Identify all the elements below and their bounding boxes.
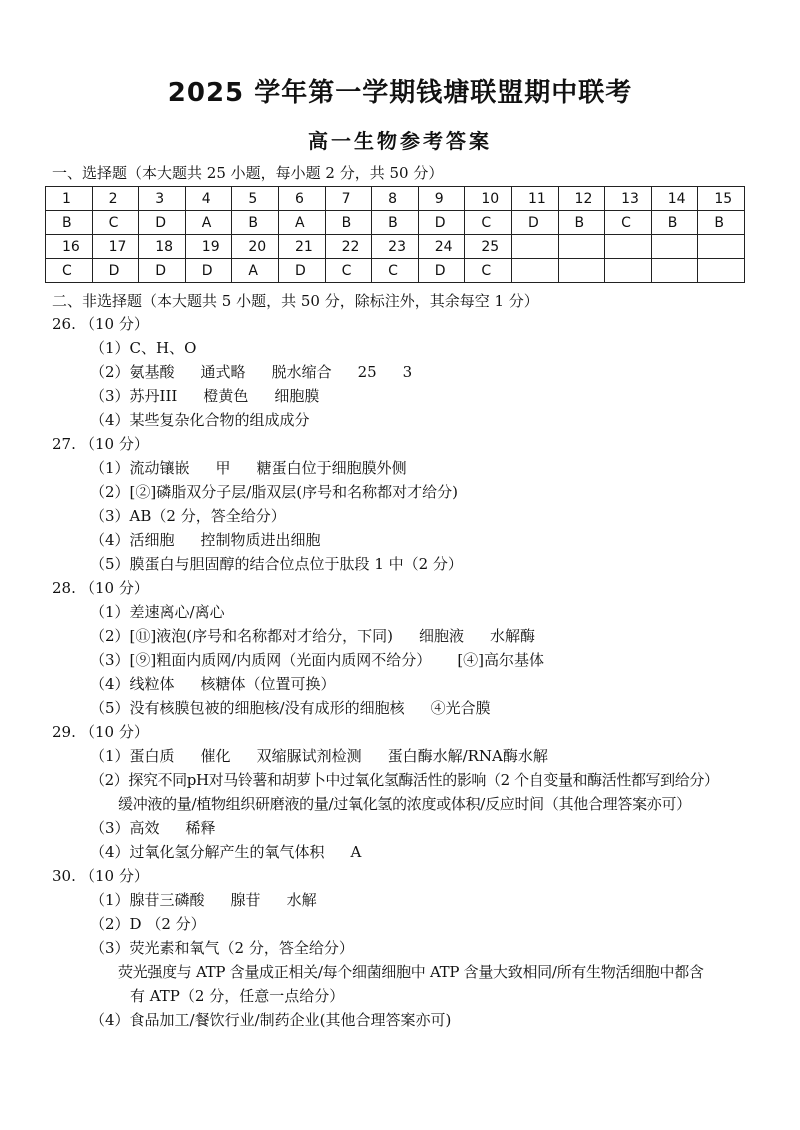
table-cell: A [278,211,325,235]
table-cell [651,235,698,259]
question-score: （10 分） [80,315,149,333]
answer-segment: （4）食品加工/餐饮行业/制药企业(其他合理答案亦可) [90,1011,452,1029]
table-cell: 23 [372,235,419,259]
table-row-answers-2 [46,259,745,283]
table-cell: B [651,211,698,235]
answer-segment: 缓冲液的量/植物组织研磨液的量/过氧化氢的浓度或体积/反应时间（其他合理答案亦可） [118,795,691,813]
table-cell: D [418,211,465,235]
table-cell: D [185,259,232,283]
answer-segment: （3）荧光素和氧气（2 分，答全给分） [90,939,354,957]
table-cell: 10 [465,187,512,211]
table-cell: 21 [278,235,325,259]
answer-segment: （1）蛋白质 [90,747,175,765]
answer-segment: 腺苷 [230,891,261,909]
table-row-numbers-1 [46,187,745,211]
table-cell: C [465,259,512,283]
answer-segment: 细胞膜 [274,387,320,405]
answer-line [52,768,772,792]
answer-segment: 水解 [286,891,317,909]
answer-segment: 通式略 [200,363,246,381]
table-cell: 22 [325,235,372,259]
answer-segment: 水解酶 [489,627,535,645]
table-cell: 15 [698,187,745,211]
table-cell [698,259,745,283]
page-subtitle: 高一生物参考答案 [308,129,492,153]
table-cell [605,235,652,259]
question-number: 28. [52,579,76,597]
table-cell: 25 [465,235,512,259]
answer-segment: （2）氨基酸 [90,363,175,381]
answer-segment: （3）AB（2 分，答全给分） [90,507,286,525]
answer-segment: 催化 [200,747,231,765]
table-cell: 3 [139,187,186,211]
answer-segment: （4）某些复杂化合物的组成成分 [90,411,310,429]
answer-segment: 糖蛋白位于细胞膜外侧 [256,459,407,477]
table-cell: 6 [278,187,325,211]
answer-segment: （2）[②]磷脂双分子层/脂双层(序号和名称都对才给分) [90,483,459,501]
table-row-answers-1 [46,211,745,235]
answer-segment: [④]高尔基体 [457,651,545,669]
page-title: 2025 学年第一学期钱塘联盟期中联考 [167,78,633,108]
answer-segment: （1）差速离心/离心 [90,603,225,621]
table-cell: 24 [418,235,465,259]
answer-segment: 25 [357,363,377,381]
answer-segment: 荧光强度与 ATP 含量成正相关/每个细菌细胞中 ATP 含量大致相同/所有生物活细胞中都含 [118,963,704,981]
answer-line [52,456,772,480]
table-cell: D [418,259,465,283]
section2-heading: 二、非选择题（本大题共 5 小题，共 50 分，除标注外，其余每空 1 分） [52,292,539,310]
table-cell: 5 [232,187,279,211]
answer-line [52,1008,772,1032]
answer-line [52,936,772,960]
answer-segment: （4）线粒体 [90,675,175,693]
answer-line [52,912,772,936]
table-cell: D [139,211,186,235]
answer-segment: （2）[⑪]液泡(序号和名称都对才给分，下同) [90,627,393,645]
answer-line [52,840,772,864]
answer-segment: 橙黄色 [203,387,249,405]
table-cell: 18 [139,235,186,259]
answer-segment: 细胞液 [418,627,464,645]
table-cell [511,259,558,283]
question-number: 26. [52,315,76,333]
table-cell [558,259,605,283]
table-cell: B [558,211,605,235]
table-cell: 7 [325,187,372,211]
table-cell: 4 [185,187,232,211]
table-cell: D [278,259,325,283]
answer-line [52,384,772,408]
answer-table [45,186,745,283]
answer-segment: （1）流动镶嵌 [90,459,190,477]
table-cell: B [325,211,372,235]
table-cell: 11 [511,187,558,211]
question-score: （10 分） [80,867,149,885]
table-cell: 13 [605,187,652,211]
answer-segment: 甲 [215,459,231,477]
question-score: （10 分） [80,723,149,741]
table-row-numbers-2 [46,235,745,259]
table-cell: C [92,211,139,235]
table-cell: 1 [46,187,93,211]
answer-segment: A [350,843,362,861]
question-number: 29. [52,723,76,741]
answer-segment: （1）C、H、O [90,339,197,357]
answer-segment: （3）苏丹III [90,387,178,405]
answer-line [52,816,772,840]
answer-line [52,336,772,360]
table-cell: C [46,259,93,283]
question-number: 27. [52,435,76,453]
answer-line [52,792,772,816]
answer-line [52,552,772,576]
question-header [52,432,772,456]
table-cell: A [185,211,232,235]
answer-segment: 3 [402,363,413,381]
table-cell: B [232,211,279,235]
answer-segment: 蛋白酶水解/RNA酶水解 [387,747,548,765]
table-cell [511,235,558,259]
answer-segment: （4）活细胞 [90,531,175,549]
answer-segment: （5）膜蛋白与胆固醇的结合位点位于肽段 1 中（2 分） [90,555,463,573]
answer-line [52,960,772,984]
answer-segment: 双缩脲试剂检测 [256,747,362,765]
answer-line [52,600,772,624]
table-cell: 16 [46,235,93,259]
table-cell: D [92,259,139,283]
answer-line [52,648,772,672]
table-cell [651,259,698,283]
answer-segment: （4）过氧化氢分解产生的氧气体积 [90,843,325,861]
question-26 [52,312,772,432]
question-28 [52,576,772,720]
table-cell: 9 [418,187,465,211]
question-header [52,576,772,600]
table-cell: D [511,211,558,235]
answer-line [52,360,772,384]
table-cell: C [372,259,419,283]
question-header [52,312,772,336]
table-cell: 17 [92,235,139,259]
answer-segment: （1）腺苷三磷酸 [90,891,205,909]
answer-line [52,984,772,1008]
table-cell: A [232,259,279,283]
table-cell: C [465,211,512,235]
table-cell [698,235,745,259]
answer-segment: （2）D （2 分） [90,915,206,933]
section1-heading: 一、选择题（本大题共 25 小题，每小题 2 分，共 50 分） [52,164,444,182]
question-30 [52,864,772,1032]
question-27 [52,432,772,576]
question-header [52,720,772,744]
answer-line [52,624,772,648]
table-cell: 2 [92,187,139,211]
table-cell: C [605,211,652,235]
table-cell: C [325,259,372,283]
table-cell: B [46,211,93,235]
answer-segment: （2）探究不同pH对马铃薯和胡萝卜中过氧化氢酶活性的影响（2 个自变量和酶活性都写到给分） [90,771,719,789]
answer-line [52,696,772,720]
table-cell: 12 [558,187,605,211]
table-cell: B [698,211,745,235]
answer-segment: 稀释 [185,819,216,837]
question-29 [52,720,772,864]
answer-segment: ④光合膜 [430,699,491,717]
table-cell: 8 [372,187,419,211]
answer-line [52,408,772,432]
table-cell: 20 [232,235,279,259]
table-cell: 19 [185,235,232,259]
question-number: 30. [52,867,76,885]
answer-segment: （3）高效 [90,819,160,837]
answer-segment: 有 ATP（2 分，任意一点给分） [130,987,345,1005]
answer-segment: （3）[⑨]粗面内质网/内质网（光面内质网不给分） [90,651,432,669]
table-cell: 14 [651,187,698,211]
answer-segment: 核糖体（位置可换） [200,675,336,693]
table-cell [605,259,652,283]
answer-line [52,672,772,696]
answer-line [52,888,772,912]
question-score: （10 分） [80,435,149,453]
answer-segment: 控制物质进出细胞 [200,531,321,549]
table-cell: D [139,259,186,283]
answer-segment: 脱水缩合 [271,363,332,381]
question-score: （10 分） [80,579,149,597]
answer-line [52,744,772,768]
table-cell [558,235,605,259]
question-header [52,864,772,888]
table-cell: B [372,211,419,235]
answer-line [52,504,772,528]
answer-line [52,480,772,504]
answer-segment: （5）没有核膜包被的细胞核/没有成形的细胞核 [90,699,405,717]
answer-line [52,528,772,552]
